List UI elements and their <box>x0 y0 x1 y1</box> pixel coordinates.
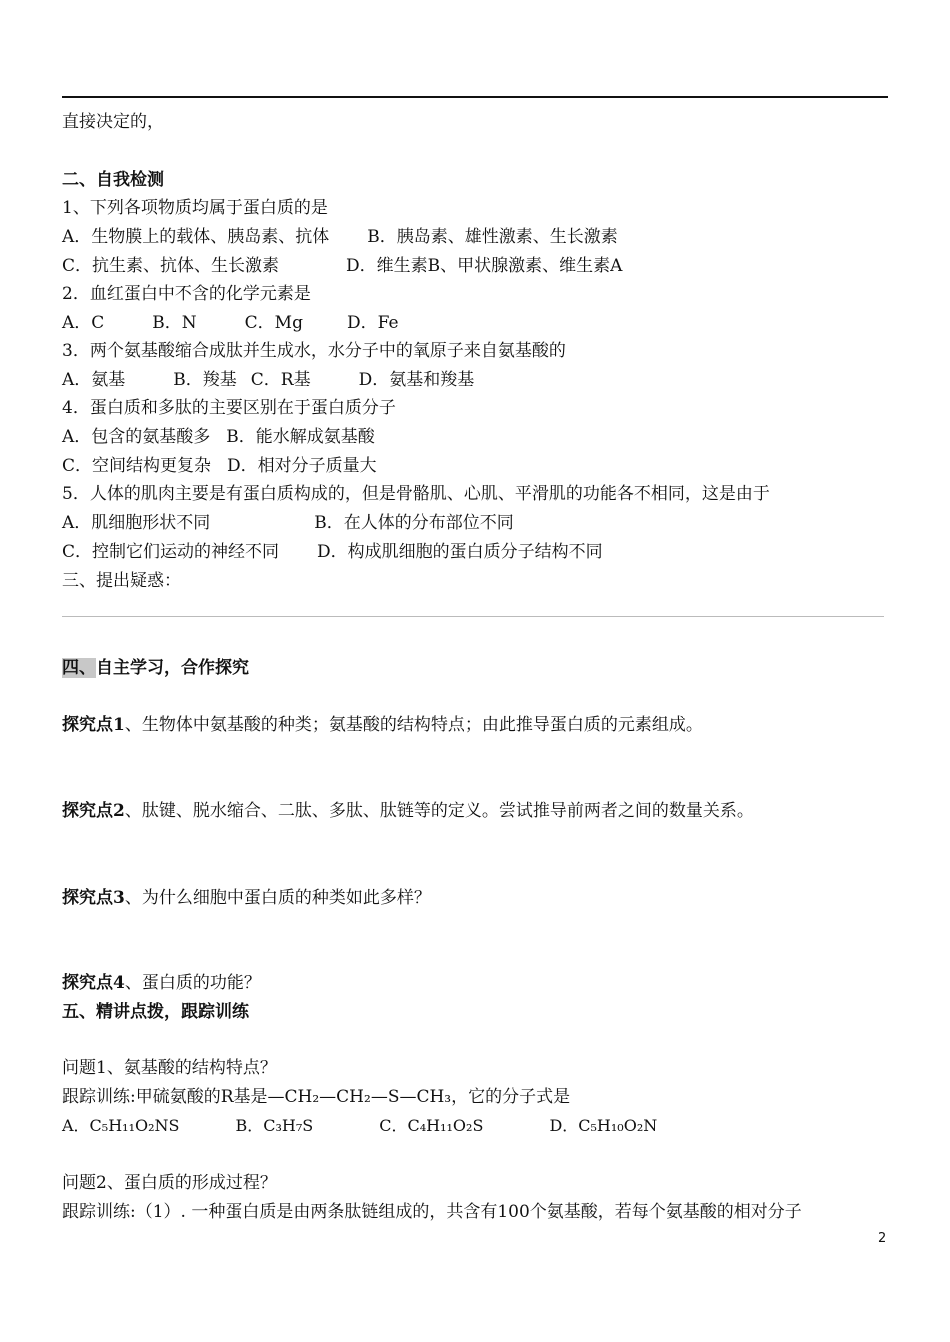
q5-stem: 5．人体的肌肉主要是有蛋白质构成的，但是骨骼肌、心肌、平滑肌的功能各不相同，这是由于 <box>62 484 770 504</box>
q1-option-b: B．胰岛素、雄性激素、生长激素 <box>367 227 618 247</box>
inquiry-point-3-label: 探究点3 <box>62 888 125 908</box>
q3-option-c: C．R基 <box>250 370 311 390</box>
q5-option-b: B．在人体的分布部位不同 <box>314 513 514 533</box>
page-number: 2 <box>878 1231 887 1246</box>
section2-title: 二、自我检测 <box>62 170 164 190</box>
q5-options-2 <box>62 541 603 563</box>
inquiry-point-1-text: 、生物体中氨基酸的种类；氨基酸的结构特点；由此推导蛋白质的元素组成。 <box>124 715 703 735</box>
q3-options <box>62 369 474 391</box>
q4-options-2 <box>62 455 377 477</box>
q4-option-b: B．能水解成氨基酸 <box>226 427 375 447</box>
section4-title-prefix: 四、 <box>62 658 96 678</box>
q2-option-c: C．Mg <box>244 313 303 333</box>
problem1-training: 跟踪训练:甲硫氨酸的R基是—CH₂—CH₂—S—CH₃，它的分子式是 <box>62 1087 571 1107</box>
q4-option-d: D．相对分子质量大 <box>227 456 377 476</box>
problem1-question: 问题1、氨基酸的结构特点？ <box>62 1058 277 1078</box>
inquiry-point-2-label: 探究点2 <box>62 801 125 821</box>
inquiry-point-2-text: 、肽键、脱水缩合、二肽、多肽、肽链等的定义。尝试推导前两者之间的数量关系。 <box>124 801 754 821</box>
q4-options <box>62 426 375 448</box>
intro-line: 直接决定的， <box>62 112 164 132</box>
header-rule <box>62 96 888 98</box>
inquiry-point-2 <box>62 800 754 822</box>
inquiry-point-3 <box>62 887 431 909</box>
problem1-option-b: B．C₃H₇S <box>235 1116 314 1135</box>
section5-title: 五、精讲点拨，跟踪训练 <box>62 1002 249 1022</box>
q2-options <box>62 312 399 334</box>
q2-option-a: A．C <box>62 313 105 333</box>
problem1-option-a: A．C₅H₁₁O₂NS <box>62 1116 180 1135</box>
section4-title-rest: 自主学习，合作探究 <box>96 658 249 678</box>
inquiry-point-4-label: 探究点4 <box>62 973 125 993</box>
problem1-option-d: D．C₅H₁₀O₂N <box>549 1116 658 1135</box>
problem1-options <box>62 1115 657 1137</box>
section4-title <box>62 657 249 679</box>
q5-option-d: D．构成肌细胞的蛋白质分子结构不同 <box>317 542 603 562</box>
q2-option-b: B．N <box>152 313 197 333</box>
q2-stem: 2．血红蛋白中不含的化学元素是 <box>62 284 311 304</box>
question-answer-line <box>62 616 884 617</box>
q4-option-a: A．包含的氨基酸多 <box>62 427 211 447</box>
problem2-question: 问题2、蛋白质的形成过程？ <box>62 1173 277 1193</box>
q4-option-c: C．空间结构更复杂 <box>62 456 212 476</box>
q5-options <box>62 512 514 534</box>
inquiry-point-4-text: 、蛋白质的功能？ <box>124 973 261 993</box>
q2-option-d: D．Fe <box>346 313 399 333</box>
q1-options <box>62 226 618 248</box>
q1-option-c: C．抗生素、抗体、生长激素 <box>62 256 280 276</box>
q1-stem: 1、下列各项物质均属于蛋白质的是 <box>62 198 328 218</box>
problem2-training: 跟踪训练:（1）. 一种蛋白质是由两条肽链组成的，共含有100个氨基酸，若每个氨基酸的相对分子 <box>62 1202 802 1222</box>
q3-option-a: A．氨基 <box>62 370 126 390</box>
section3-title: 三、提出疑惑： <box>62 571 181 591</box>
q3-stem: 3．两个氨基酸缩合成肽并生成水，水分子中的氧原子来自氨基酸的 <box>62 341 566 361</box>
inquiry-point-4 <box>62 972 261 994</box>
q1-options-2 <box>62 255 622 277</box>
problem1-option-c: C．C₄H₁₁O₂S <box>379 1116 484 1135</box>
inquiry-point-3-text: 、为什么细胞中蛋白质的种类如此多样？ <box>124 888 431 908</box>
q1-option-a: A．生物膜上的载体、胰岛素、抗体 <box>62 227 330 247</box>
q5-option-a: A．肌细胞形状不同 <box>62 513 211 533</box>
inquiry-point-1 <box>62 714 703 736</box>
q3-option-d: D．氨基和羧基 <box>358 370 475 390</box>
inquiry-point-1-label: 探究点1 <box>62 715 125 735</box>
q3-option-b: B．羧基 <box>173 370 237 390</box>
q1-option-d: D．维生素B、甲状腺激素、维生素A <box>346 256 623 276</box>
q4-stem: 4．蛋白质和多肽的主要区别在于蛋白质分子 <box>62 398 396 418</box>
q5-option-c: C．控制它们运动的神经不同 <box>62 542 280 562</box>
